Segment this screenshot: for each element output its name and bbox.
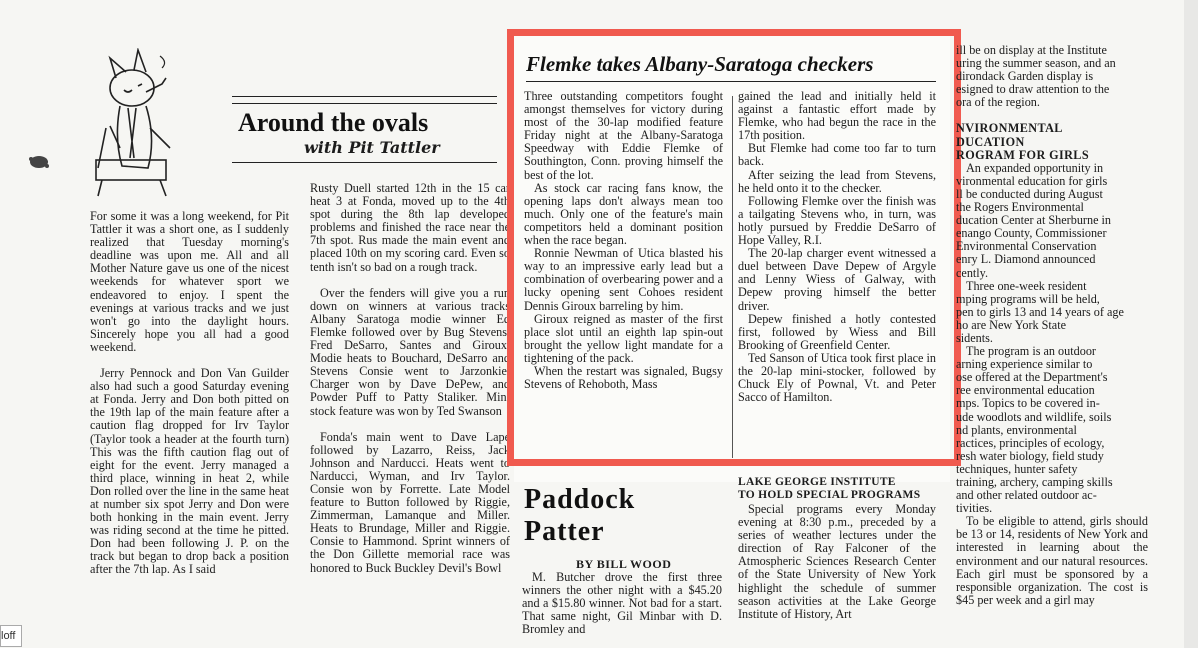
right-margin-strip (1184, 0, 1198, 648)
header-rule-top-2 (232, 103, 497, 104)
paragraph: gained the lead and initially held it against a fantastic effort made by Flemke, who had begun the race in the 17th position. (738, 90, 936, 143)
paddock-title-line1: Paddock (524, 484, 636, 515)
ink-blot (28, 154, 50, 170)
paragraph: Giroux reigned as master of the first place slot until an eighth lap spin-out brought the yellow light mandate for a tightening of the pack. (524, 311, 723, 365)
paragraph: After seizing the lead from Stevens, he held onto it to the checker. (738, 167, 936, 195)
paragraph: But Flemke had come too far to turn back. (738, 141, 936, 169)
paragraph: Depew finished a hotly contested first, followed by Wiess and Bill Brooking of Greenfield Center. (738, 311, 936, 352)
paragraph: Three one-week resident mping programs will be held, pen to girls 13 and 14 years of age ho are New York State sidents. (956, 278, 1124, 345)
highlight-box (507, 29, 961, 466)
paragraph: M. Butcher drove the first three winners the other night with a $45.20 and a $15.80 winner. Not bad for a start. That same night, Gil Minbar with D. Bromley and (522, 571, 722, 637)
paragraph: As stock car racing fans know, the opening laps don't always mean too much. Only one of the feature's main competitors held a dominant position when the race began. (524, 180, 723, 248)
around-ovals-col2 (310, 182, 510, 648)
paragraph: When the restart was signaled, Bugsy Stevens of Rehoboth, Mass (524, 363, 723, 392)
paragraph: ill be on display at the Institute uring the summer season, and an dirondack Garden display is esigned to draw attention to the ora of the region. (956, 44, 1116, 110)
paragraph: To be eligible to attend, girls should be 13 or 14, residents of New York and interested in learning about the environment and our natural resources. Each girl must be sponsored by a responsible organization. The cost is $45 per week and a girl may (956, 514, 1148, 607)
flemke-headline: Flemke takes Albany-Saratoga checkers (526, 52, 874, 76)
paragraph: Jerry Pennock and Don Van Guilder also had such a good Saturday evening at Fonda. Jerry and Don both pitted on the 19th lap of the main feature after a caution flag dropped for Irv Taylor (Taylor took a header at the fourth turn) This was the fifth caution flag out of eight for the event. Jerry managed a third place, winning in heat 2, while Don rolled over the line in the same heat at number six spot Jerry and Don were both honking in the main event. Jerry was riding second at the time he pitted. Don had been following J. P. on the track but began to drop back a position after the 7th lap. As I said (90, 366, 289, 577)
header-rule-bottom (232, 162, 497, 163)
paragraph: The 20-lap charger event witnessed a duel between Dave Depew of Argyle and Lenny Wiess of Galway, with Depew proving himself the better driver. (738, 246, 936, 313)
header-rule-top (232, 96, 497, 97)
paragraph: An expanded opportunity in vironmental education for girls ll be conducted during August the Rogers Environmental ducation Center at Sherburne in enango County, Commissioner Environmental Conservation enry L. Diamond announced cently. (956, 160, 1112, 280)
section-heading: NVIRONMENTAL DUCATION ROGRAM FOR GIRLS (956, 121, 1090, 162)
right-column (956, 44, 1148, 648)
paddock-byline: BY BILL WOOD (576, 557, 672, 571)
cartoon-illustration (90, 48, 180, 198)
paragraph: Following Flemke over the finish was a tailgating Stevens who, in turn, was hotly pursued by Freddie DeSarro of Hope Valley, R.I. (738, 193, 936, 248)
paragraph: Ronnie Newman of Utica blasted his way to an impressive early lead but a combination of overbearing power and a lucky opening sent Cohoes resident Dennis Giroux barreling by him. (524, 246, 723, 313)
paragraph: Over the fenders will give you a run down on winners at various tracks Albany Saratoga modie winner Ed Flemke followed over by Bug Stevens, Fred DeSarro, Santes and Giroux. Modie heats to Bouchard, DeSarro and Stevens Consie went to Jarzonkie. Charger won by Dave DePew, and Powder Puff to Patty Staliker. Mini stock feature was won by Ted Swanson (310, 285, 510, 418)
paragraph: For some it was a long weekend, for Pit Tattler it was a short one, as I suddenly realized that Tuesday morning's deadline was upon me. All and all Mother Nature gave us one of the nicest weekends for whatever sport we endeavored to enjoy. I spent the evenings at various tracks and we just won't go into the daylight hours. Sincerely hope you all had a good weekend. (90, 210, 289, 354)
paddock-title-line2: Patter (524, 516, 605, 547)
paragraph: Ted Sanson of Utica took first place in the 20-lap mini-stocker, followed by Chuck Ely of Pownal, Vt. and Peter Sacco of Hamilton. (738, 350, 936, 405)
paragraph: Fonda's main went to Dave Lape followed by Lazarro, Reiss, Jack Johnson and Narducci. Heats went to Narducci, Wyman, and Irv Taylor. Consie won by Forrette. Late Model feature to Button followed by Riggie, Zimmerman, Lamanque and Miller. Heats to Brundage, Miller and Riggie. Consie to Hammond. Sprint winners of the Don Gillette memorial race was honored to Buck Buckley Devil's Bowl (310, 429, 510, 575)
viewer-tab[interactable]: loff (0, 625, 22, 647)
paddock-body (522, 571, 722, 648)
around-ovals-col1 (90, 210, 289, 648)
paragraph: Three outstanding competitors fought amongst themselves for victory during most of the 30-lap modified feature Friday night at the Albany-Saratoga Speedway with Eddie Flemke of Southington, Conn. proving himself the best of the lot. (524, 90, 723, 182)
lake-george-heading: LAKE GEORGE INSTITUTE TO HOLD SPECIAL PROGRAMS (738, 476, 921, 501)
lake-george-body (738, 503, 936, 648)
around-ovals-byline: with Pit Tattler (304, 138, 440, 157)
around-ovals-title: Around the ovals (238, 108, 429, 137)
paragraph: The program is an outdoor arning experience similar to ose offered at the Department's ree environmental education mps. Topics to be covered in- ude woodlots and wildlife, soils nd plants, environmental ractices, principles of ecology, resh water biology, field study techniques, hunter safety training, archery, camping skills and other related outdoor ac- tivities. (956, 344, 1113, 516)
paragraph: Special programs every Monday evening at 8:30 p.m., preceded by a series of weather lectures under the direction of Ray Falconer of the Atmospheric Sciences Research Center of the State University of New York highlight the schedule of summer season activities at the Lake George Institute of History, Art (738, 503, 936, 621)
paragraph: Rusty Duell started 12th in the 15 car heat 3 at Fonda, moved up to the 4th spot during the 8th lap developed problems and finished the race near the 7th spot. Rus made the main event and placed 10th on my scoring card. Even so tenth isn't so bad on a rough track. (310, 182, 510, 274)
